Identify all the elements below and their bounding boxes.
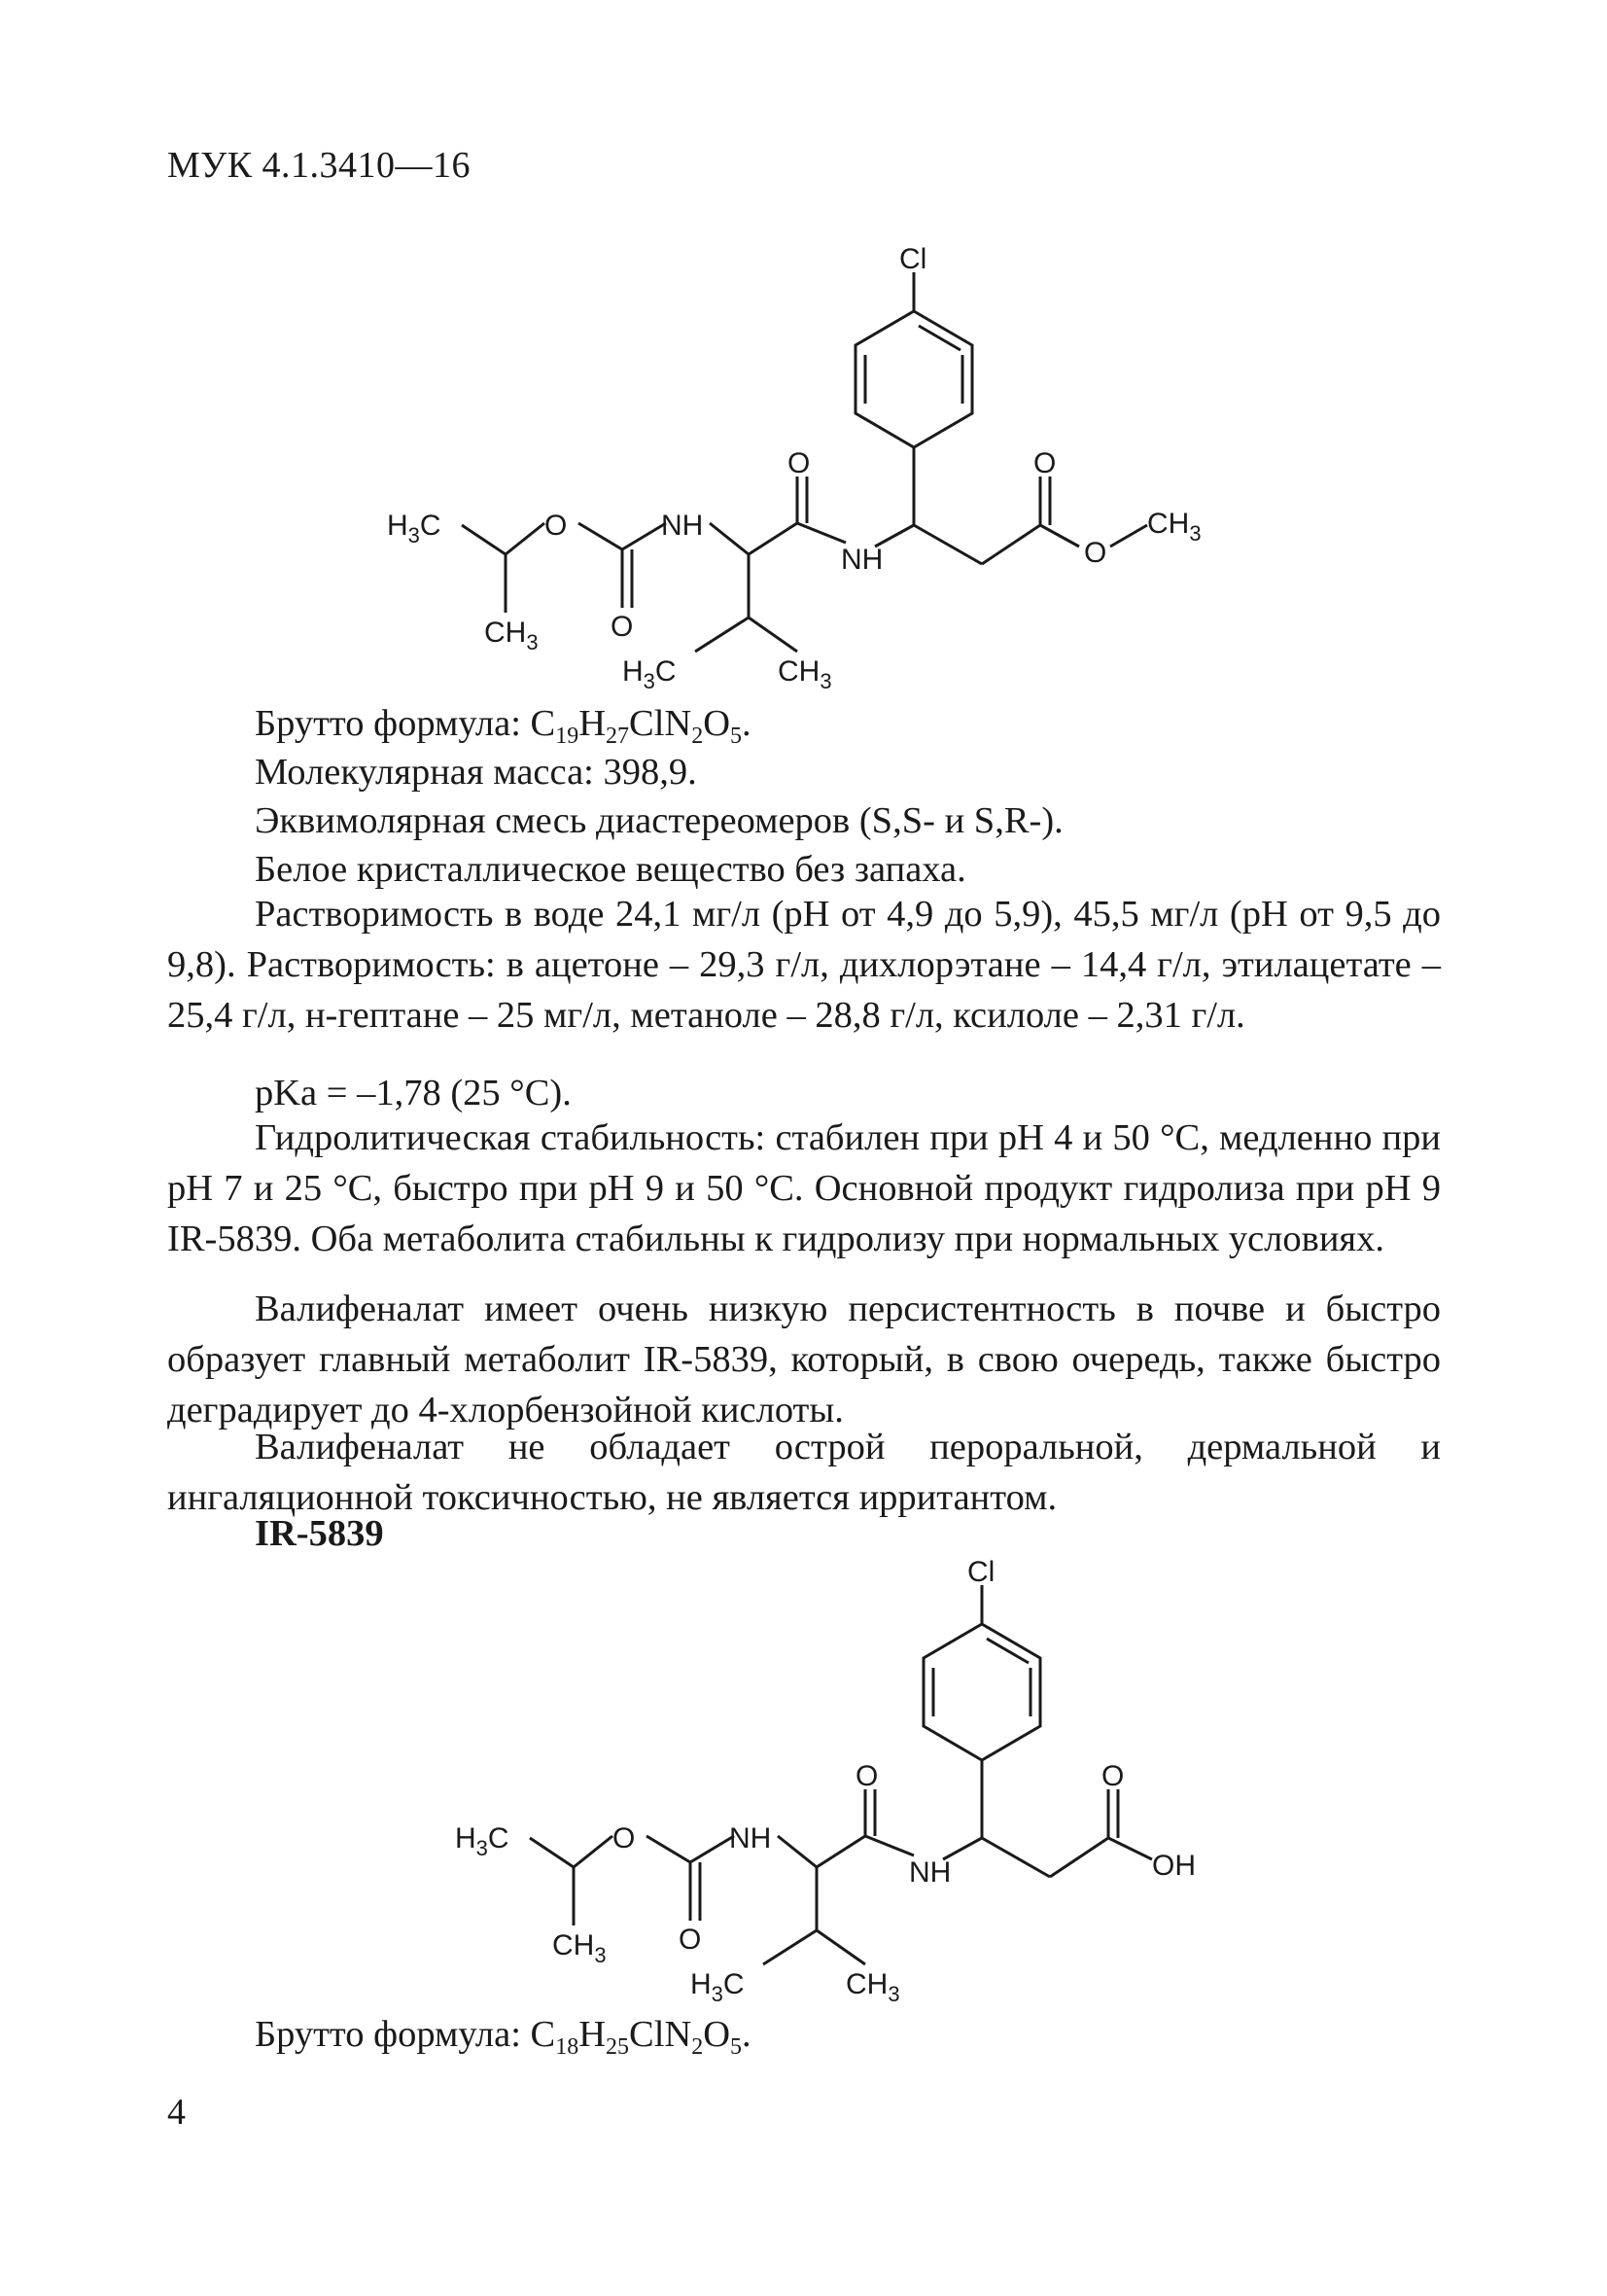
acid-carbonyl-oxygen-label: O xyxy=(1101,1760,1125,1792)
chlorine-label: Cl xyxy=(967,1556,996,1588)
methyl-label: $CH_3$ xyxy=(1147,508,1202,546)
page-number: 4 xyxy=(167,2092,186,2133)
carbamate-nh-label: NH xyxy=(661,510,704,542)
ester-carbonyl-oxygen-label: O xyxy=(1033,447,1057,479)
carbamate-oxygen-label: O xyxy=(612,1822,636,1854)
carbamate-oxygen-label: O xyxy=(544,510,568,542)
valine-methyl-label-1: $H_3C$ xyxy=(622,655,677,693)
amide-nh-label: NH xyxy=(909,1856,952,1889)
gross-formula-1: Брутто формула: $C_{19}H_{27}ClN_2O_5$. xyxy=(255,703,751,749)
persistence-paragraph: Валифеналат имеет очень низкую персистентность в почве и быстро образует главный метаболит IR-5839, который, в свою очередь, также быстро деградирует до 4-хлорбензойной кислоты. xyxy=(167,1289,1441,1431)
carbamate-nh-label: NH xyxy=(729,1822,772,1854)
diastereomer-mixture: Эквимолярная смесь диастереомеров (S,S- и S,R-). xyxy=(255,800,1064,841)
amide-oxygen-label: O xyxy=(787,447,811,479)
amide-oxygen-label: O xyxy=(856,1760,879,1792)
appearance: Белое кристаллическое вещество без запаха. xyxy=(255,849,966,890)
valine-methyl-label-2: $CH_3$ xyxy=(778,655,832,693)
isopropyl-methyl-label-1: $H_3C$ xyxy=(455,1822,509,1860)
valine-methyl-label-1: $H_3C$ xyxy=(690,1968,745,2006)
hydrolysis-paragraph: Гидролитическая стабильность: стабилен при рН 4 и 50 °С, медленно при рН 7 и 25 °С, быстро при рН 9 и 50 °С. Основной продукт гидролиза при рН 9 IR-5839. Оба метаболита стабильны к гидролизу при нормальных условиях. xyxy=(167,1117,1441,1259)
isopropyl-methyl-label-2: $CH_3$ xyxy=(484,617,539,654)
valine-methyl-label-2: $CH_3$ xyxy=(846,1968,900,2006)
amide-nh-label: NH xyxy=(841,544,884,576)
isopropyl-methyl-label-1: $H_3C$ xyxy=(387,510,441,548)
metabolite-title: IR-5839 xyxy=(255,1513,384,1554)
gross-formula-2: Брутто формула: $C_{18}H_{25}ClN_2O_5$. xyxy=(255,2014,751,2060)
ir-5839-structure xyxy=(408,1546,1283,2013)
hydroxyl-label: OH xyxy=(1152,1850,1196,1882)
solubility-paragraph: Растворимость в воде 24,1 мг/л (рН от 4,9 до 5,9), 45,5 мг/л (рН от 9,5 до 9,8). Растворимость: в ацетоне – 29,3 г/л, дихлорэтане – 14,4 г/л, этилацетате – 25,4 г/л, н-гептане – 25 мг/л, метаноле – 28,8 г/л, ксилоле – 2,31 г/л. xyxy=(167,894,1441,1036)
toxicity-paragraph: Валифеналат не обладает острой пероральной, дермальной и ингаляционной токсичностью, не является ирритантом. xyxy=(167,1427,1441,1518)
carbamate-carbonyl-oxygen-label: O xyxy=(611,611,634,643)
carbamate-carbonyl-oxygen-label: O xyxy=(679,1924,702,1956)
document-code: МУК 4.1.3410—16 xyxy=(167,145,472,186)
valifenalate-structure xyxy=(369,233,1244,700)
ester-oxygen-label: O xyxy=(1084,537,1107,569)
isopropyl-methyl-label-2: $CH_3$ xyxy=(552,1929,607,1967)
chlorine-label: Cl xyxy=(899,243,927,275)
pka-line: pKa = –1,78 (25 °С). xyxy=(255,1073,572,1113)
molecular-mass: Молекулярная масса: 398,9. xyxy=(255,752,697,793)
